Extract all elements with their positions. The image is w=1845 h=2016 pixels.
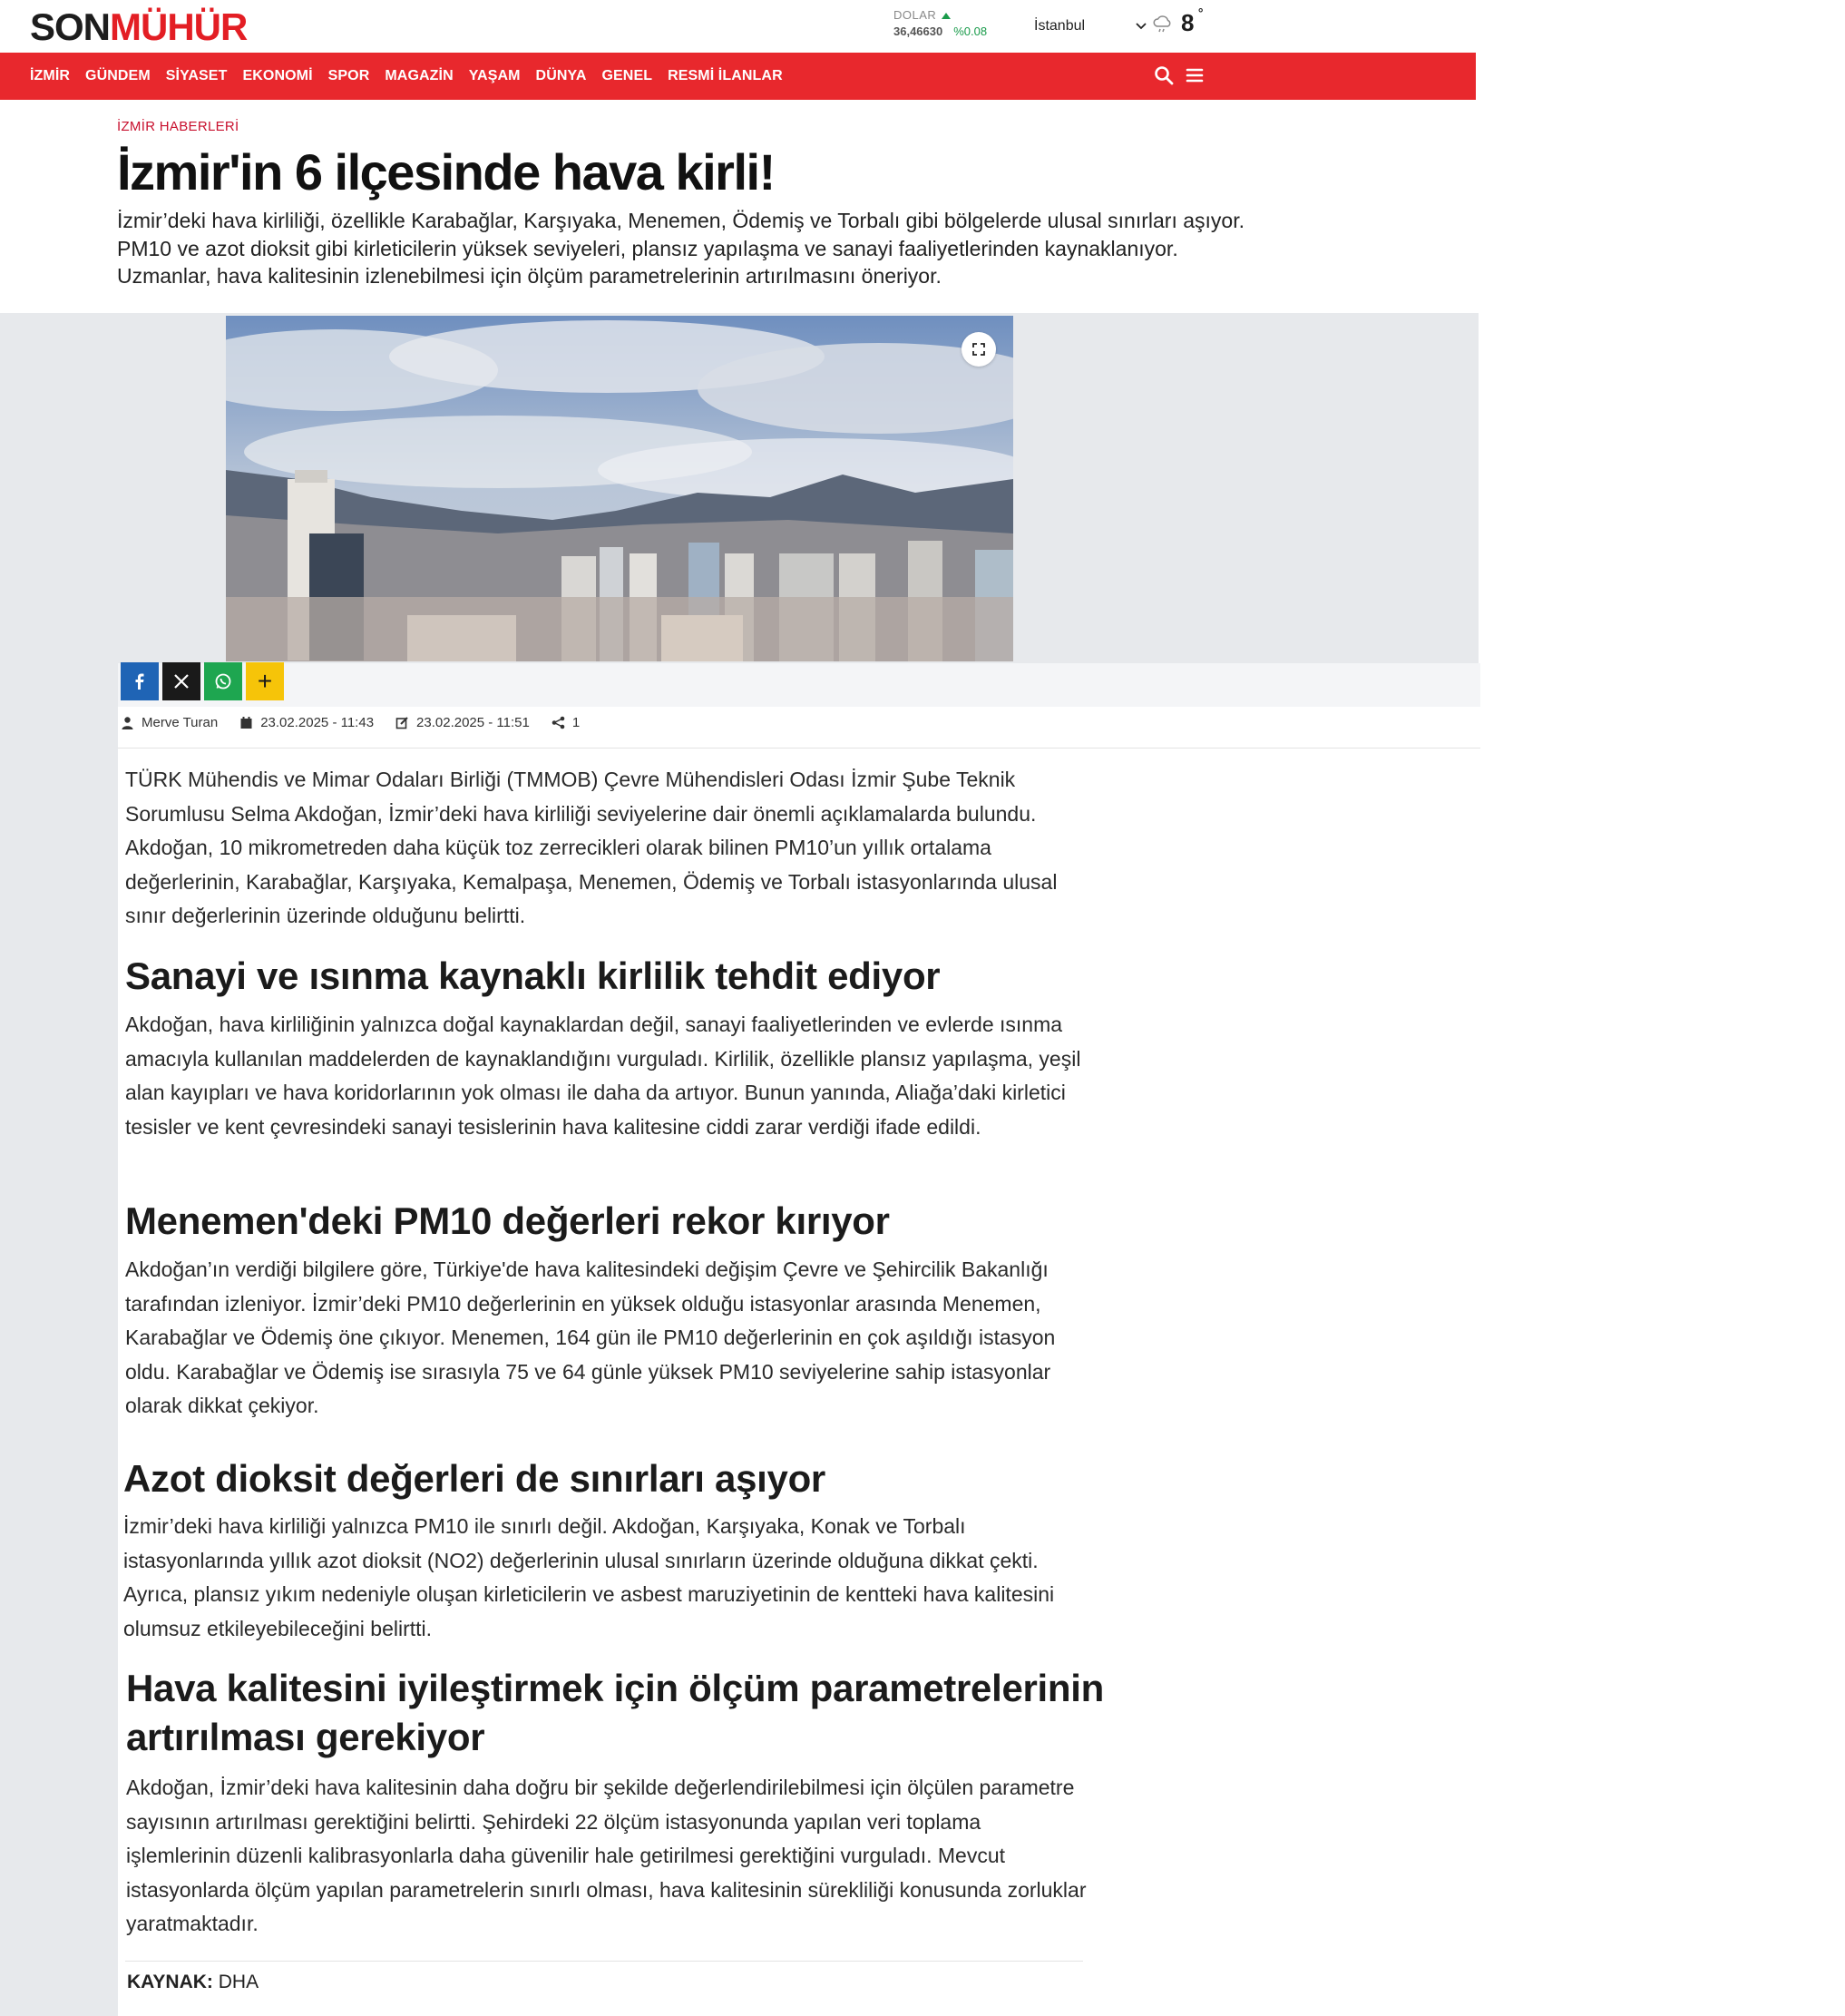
share-x-button[interactable] [162, 662, 200, 700]
section-body-2: Akdoğan’ın verdiği bilgilere göre, Türkiye'de hava kalitesindeki değişim Çevre ve Şehircilik Bakanlığı tarafından izleniyor. İzmir’deki PM10 değerlerinin en yüksek olduğu istasyonlar arasında Menemen, Karabağlar ve Ödemiş öne çıkıyor. Menemen, 164 gün ile PM10 değerlerinin en çok aşıldığı istasyon oldu. Karabağlar ve Ödemiş ise sırasıyla 75 ve 64 günle yüksek PM10 seviyelerine sahip istasyonlar olarak dikkat çekiyor. [125, 1258, 1056, 1417]
arrow-up-icon [942, 13, 951, 19]
nav-item-5[interactable]: MAGAZİN [385, 68, 454, 83]
search-icon[interactable] [1154, 65, 1174, 85]
nav-item-1[interactable]: GÜNDEM [85, 68, 151, 83]
page-side-background [0, 663, 118, 2016]
section-heading-1: Sanayi ve ısınma kaynaklı kirlilik tehdit ediyor [125, 954, 941, 997]
meta-updated: 23.02.2025 - 11:51 [395, 715, 530, 730]
section-body-1: Akdoğan, hava kirliliğinin yalnızca doğal kaynaklardan değil, sanayi faaliyetlerinden ve evlerde ısınma amacıyla kullanılan maddelerden de kaynaklandığını vurguladı. Kirlilik, özellikle plansız yapılaşma, yeşil alan kayıpları ve hava koridorlarının yok olması ile daha da artıyor. Bunun yanında, Aliağa’daki kirletici tesisler ve kent çevresindeki sanayi tesislerinin hava kalitesine ciddi zarar verdiği ifade edildi. [125, 1013, 1081, 1139]
weather-widget [1152, 5, 1204, 37]
menu-icon[interactable] [1185, 65, 1205, 85]
city-selector[interactable] [1034, 15, 1147, 37]
cloud-rain-icon [1152, 13, 1174, 34]
nav-item-7[interactable]: DÜNYA [535, 68, 587, 83]
currency-name: DOLAR [893, 8, 937, 22]
section-body-3: İzmir’deki hava kirliliği yalnızca PM10 ile sınırlı değil. Akdoğan, Karşıyaka, Konak ve Torbalı istasyonlarında yıllık azot dioksit (NO2) değerlerinin ulusal sınırların üzerinde olduğuna dikkat çekti. Ayrıca, plansız yıkım nedeniyle oluşan kirleticilerin ve asbest maruziyetinin de kentteki hava kalitesini olumsuz etkileyebileceğini belirtti. [123, 1514, 1055, 1640]
section-heading-2: Menemen'deki PM10 değerleri rekor kırıyor [125, 1199, 890, 1242]
nav-items [30, 68, 790, 84]
logo-part-muhur: MÜHÜR [110, 5, 248, 48]
breadcrumb-category[interactable]: İZMİR HABERLERİ [117, 119, 239, 134]
plus-icon: + [257, 667, 273, 695]
logo-part-son: SON [30, 5, 111, 48]
nav-item-0[interactable]: İZMİR [30, 68, 71, 83]
divider [118, 748, 1480, 749]
meta-published: 23.02.2025 - 11:43 [239, 715, 374, 730]
share-more-button[interactable] [246, 662, 284, 700]
nav-item-4[interactable]: SPOR [327, 68, 370, 83]
chevron-down-icon [1135, 20, 1147, 33]
section-heading-3: Azot dioksit değerleri de sınırları aşıyor [123, 1457, 825, 1500]
user-icon [121, 716, 134, 729]
share-facebook-button[interactable] [121, 662, 159, 700]
page-title: İzmir'in 6 ilçesinde hava kirli! [117, 143, 775, 201]
currency-value: 36,46630 [893, 24, 943, 38]
temperature: 8 ° [1181, 5, 1204, 36]
nav-item-2[interactable]: SİYASET [165, 68, 228, 83]
edit-icon [395, 716, 409, 729]
main-nav [0, 53, 1476, 100]
calendar-icon [239, 716, 253, 729]
whatsapp-icon [214, 672, 232, 690]
article-lead: İzmir’deki hava kirliliği, özellikle Karabağlar, Karşıyaka, Menemen, Ödemiş ve Torbalı gibi bölgelerde ulusal sınırları aşıyor. PM10 ve azot dioksit gibi kirleticilerin yüksek seviyeleri, plansız yapılaşma ve sanayi faaliyetlerinden kaynaklanıyor. Uzmanlar, hava kalitesinin izlenebilmesi için ölçüm parametrelerinin artırılmasını öneriyor. [117, 209, 1245, 288]
meta-author[interactable]: Merve Turan [121, 715, 218, 730]
source-value: DHA [218, 1972, 259, 1992]
section-body-4: Akdoğan, İzmir’deki hava kalitesinin daha doğru bir şekilde değerlendirilebilmesi için ölçülen parametre sayısının artırılması gerektiğini belirtti. Şehirdeki 22 ölçüm istasyonunda yapılan veri toplama işlemlerinin düzenli kalibrasyonlarla daha güvenilir hale getirilmesi gerektiğini vurguladı. Mevcut istasyonlarda ölçüm yapılan parametrelerin sınırlı olması, hava kalitesinin sürekliliği konusunda zorluklar yaratmaktadır. [126, 1776, 1087, 1935]
source-label: KAYNAK: [127, 1972, 213, 1992]
meta-shares: 1 [552, 715, 580, 730]
nav-item-6[interactable]: YAŞAM [468, 68, 521, 83]
top-bar [0, 0, 1476, 53]
x-icon [172, 672, 190, 690]
article-meta [121, 710, 601, 734]
article-source [127, 1972, 259, 1993]
facebook-icon [131, 672, 149, 690]
share-buttons [121, 662, 284, 700]
article-photo[interactable] [226, 316, 1013, 661]
section-heading-4: Hava kalitesini iyileştirmek için ölçüm parametrelerinin artırılması gerekiyor [126, 1667, 1105, 1758]
share-bar-background [118, 663, 1480, 707]
degree-symbol: ° [1197, 5, 1204, 20]
izmir-skyline-image [226, 316, 1013, 661]
currency-change: %0.08 [953, 24, 988, 38]
site-logo[interactable] [30, 7, 247, 47]
article-intro: TÜRK Mühendis ve Mimar Odaları Birliği (TMMOB) Çevre Mühendisleri Odası İzmir Şube Teknik Sorumlusu Selma Akdoğan, İzmir’deki hava kirliliği seviyelerine dair önemli açıklamalarda bulundu. Akdoğan, 10 mikrometreden daha küçük toz zerrecikleri olarak bilinen PM10’un yıllık ortalama değerlerinin, Karabağlar, Karşıyaka, Kemalpaşa, Menemen, Ödemiş ve Torbalı istasyonlarında ulusal sınır değerlerinin üzerinde olduğunu belirtti. [125, 768, 1058, 927]
fullscreen-button[interactable] [962, 332, 996, 367]
nav-item-3[interactable]: EKONOMİ [242, 68, 313, 83]
share-icon [552, 716, 565, 729]
fullscreen-icon [972, 343, 985, 356]
divider [125, 1961, 1083, 1962]
currency-widget [893, 7, 987, 40]
city-label: İstanbul [1034, 18, 1086, 34]
share-whatsapp-button[interactable] [204, 662, 242, 700]
nav-item-8[interactable]: GENEL [601, 68, 653, 83]
nav-item-9[interactable]: RESMİ İLANLAR [668, 68, 783, 83]
